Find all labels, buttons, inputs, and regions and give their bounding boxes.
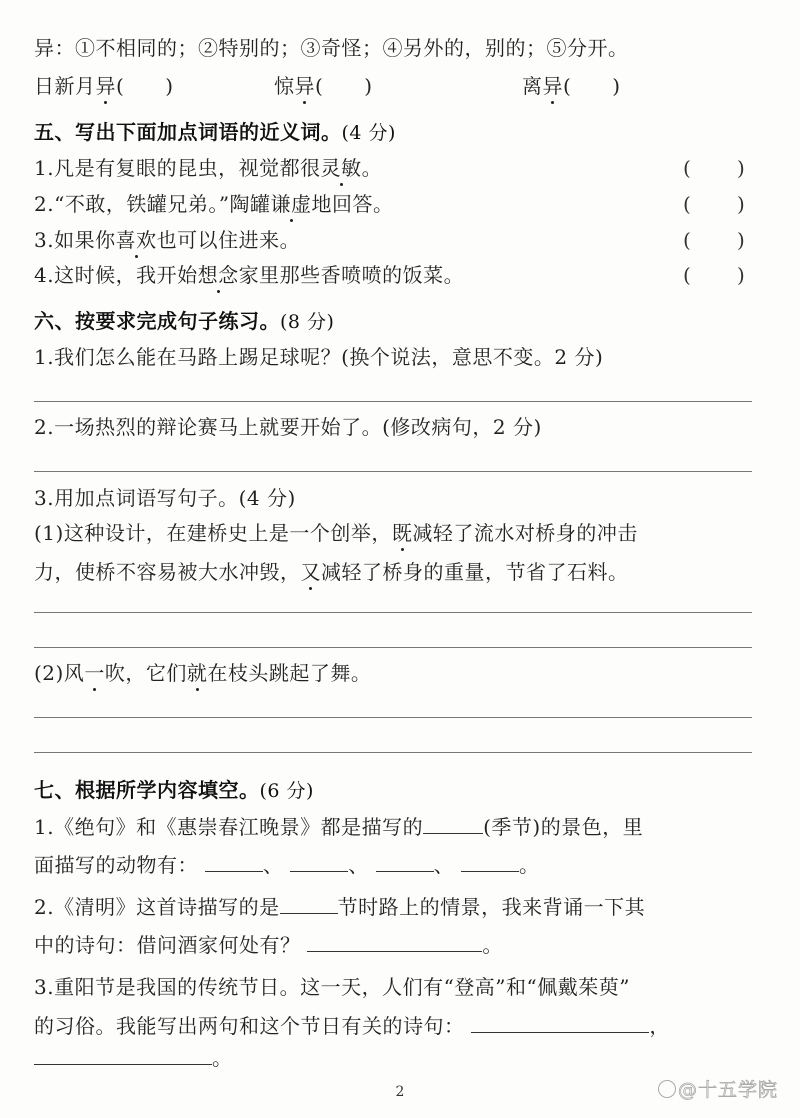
section7-q1-line2	[34, 851, 539, 879]
item-text: 1.《绝句》和《惠崇春江晚景》都是描写的	[34, 815, 424, 839]
section5-item-1	[34, 154, 382, 182]
dotted-word: 想念	[197, 263, 239, 287]
dotted-word: 灵敏	[320, 156, 362, 180]
section-points: (4 分)	[341, 122, 396, 144]
answer-line[interactable]	[34, 471, 752, 472]
separator: 、	[433, 853, 455, 877]
watermark	[658, 1075, 778, 1102]
section-title-text: 五、写出下面加点词语的近义词。	[34, 120, 342, 144]
item-text: 这时候，我开始	[54, 263, 198, 287]
section-title-text: 六、按要求完成句子练习。	[34, 309, 280, 333]
item-text: 中的诗句：借问酒家何处有？	[34, 933, 301, 957]
item-text: 在枝头跳起了舞。	[207, 661, 372, 685]
answer-paren-close[interactable]: )	[737, 228, 745, 252]
section-points: (6 分)	[259, 780, 314, 802]
item-text: 凡是有复眼的昆虫，视觉都很	[54, 156, 321, 180]
section5-item-3	[34, 226, 300, 254]
item-text: “不敢，铁罐兄弟。”陶罐	[54, 192, 271, 216]
fill-blank-season[interactable]	[423, 813, 483, 834]
section-title-text: 七、根据所学内容填空。	[34, 778, 260, 802]
baidu-paw-icon	[658, 1080, 676, 1098]
answer-paren-open[interactable]: (	[683, 228, 691, 252]
fill-blank-animal-4[interactable]	[461, 851, 519, 872]
item-number: 4.	[34, 263, 55, 287]
answer-blank[interactable]: ( )	[563, 74, 621, 98]
page-number: 2	[395, 1084, 405, 1100]
fill-blank-poem-line[interactable]	[307, 931, 482, 952]
answer-paren-open[interactable]: (	[683, 263, 691, 287]
section7-title	[34, 776, 314, 805]
word-text: 日新月	[34, 74, 96, 98]
item-text: 面描写的动物有：	[34, 853, 198, 877]
period: 。	[212, 1046, 233, 1070]
dotted-char: 又	[300, 560, 321, 584]
dotted-char: 异	[95, 74, 116, 98]
answer-line[interactable]	[34, 717, 752, 718]
item-text: 力，使桥不容易被大水冲毁，	[34, 560, 301, 584]
definition-item-1	[34, 72, 174, 100]
answer-blank[interactable]: ( )	[315, 74, 373, 98]
section-points: (8 分)	[280, 311, 335, 333]
item-number: 2.	[34, 192, 55, 216]
word-text: 惊	[274, 74, 295, 98]
item-text: 减轻了桥身的重量，节省了石料。	[321, 560, 629, 584]
section6-q3: 3.用加点词语写句子。(4 分)	[34, 486, 296, 510]
word-text: 离	[522, 74, 543, 98]
item-text: 节时路上的情景，我来背诵一下其	[337, 895, 646, 919]
section6-q1: 1.我们怎么能在马路上踢足球呢？(换个说法，意思不变。2 分)	[34, 345, 604, 369]
dotted-word: 谦虚	[270, 192, 312, 216]
item-text: 地回答。	[311, 192, 394, 216]
section6-q3-1-line2	[34, 558, 629, 586]
dotted-char: 异	[542, 74, 563, 98]
item-text: 吹，它们	[104, 661, 187, 685]
definition-text: ①不相同的；②特别的；③奇怪；④另外的，别的；⑤分开。	[75, 36, 629, 60]
item-text: 2.《清明》这首诗描写的是	[34, 895, 280, 919]
watermark-text: @十五学院	[678, 1079, 779, 1101]
dotted-char: 就	[186, 661, 208, 685]
answer-paren-close[interactable]: )	[737, 156, 745, 180]
fill-blank-poem-1[interactable]	[471, 1012, 649, 1033]
definition-item-2	[274, 72, 373, 100]
item-text: 家里那些香喷喷的饭菜。	[238, 263, 465, 287]
section6-q3-2	[34, 659, 371, 687]
answer-paren-close[interactable]: )	[737, 192, 745, 216]
dotted-word: 喜欢	[115, 228, 157, 252]
fill-blank-animal-3[interactable]	[376, 851, 434, 872]
section7-q1-line1	[34, 813, 643, 841]
period: 。	[482, 933, 503, 957]
dotted-char: 一	[84, 661, 105, 685]
answer-paren-open[interactable]: (	[683, 156, 691, 180]
fill-blank-festival[interactable]	[280, 893, 338, 914]
item-text: (1)这种设计，在建桥史上是一个创举，	[34, 521, 392, 545]
section5-item-2	[34, 190, 394, 218]
period: 。	[518, 853, 540, 877]
item-text: 。	[361, 156, 383, 180]
dotted-char: 异	[294, 74, 315, 98]
section7-q2-line1	[34, 893, 645, 921]
item-text: (2)风	[34, 661, 85, 685]
section7-q3-line2	[34, 1012, 670, 1040]
answer-line[interactable]	[34, 647, 752, 648]
section6-title	[34, 307, 334, 336]
comma: ，	[649, 1014, 670, 1038]
item-text: 也可以住进来。	[156, 228, 301, 252]
answer-line[interactable]	[34, 752, 752, 753]
answer-blank[interactable]: ( )	[116, 74, 174, 98]
fill-blank-poem-2[interactable]	[34, 1044, 212, 1065]
separator: 、	[348, 853, 369, 877]
separator: 、	[262, 853, 284, 877]
dotted-char: 既	[391, 521, 413, 545]
answer-line[interactable]	[34, 612, 752, 613]
fill-blank-animal-1[interactable]	[205, 851, 263, 872]
answer-line[interactable]	[34, 401, 752, 402]
section6-q3-1-line1	[34, 519, 638, 547]
section7-q2-line2	[34, 931, 503, 959]
section7-q3-line3	[34, 1044, 233, 1072]
answer-paren-close[interactable]: )	[737, 263, 745, 287]
item-text: (季节)的景色，里	[483, 815, 644, 839]
answer-paren-open[interactable]: (	[683, 192, 691, 216]
section5-title	[34, 118, 396, 147]
item-text: 减轻了流水对桥身的冲击	[412, 521, 638, 545]
fill-blank-animal-2[interactable]	[290, 851, 348, 872]
item-text: 如果你	[54, 228, 116, 252]
item-text: 的习俗。我能写出两句和这个节日有关的诗句：	[34, 1014, 465, 1038]
section6-q2: 2.一场热烈的辩论赛马上就要开始了。(修改病句，2 分)	[34, 415, 542, 439]
definition-prefix: 异：	[34, 36, 75, 60]
item-number: 1.	[34, 156, 55, 180]
section7-q3-line1: 3.重阳节是我国的传统节日。这一天，人们有“登高”和“佩戴茱萸”	[34, 975, 630, 999]
definition-line	[34, 34, 629, 62]
definition-item-3	[522, 72, 621, 100]
section5-item-4	[34, 261, 464, 289]
item-number: 3.	[34, 228, 55, 252]
